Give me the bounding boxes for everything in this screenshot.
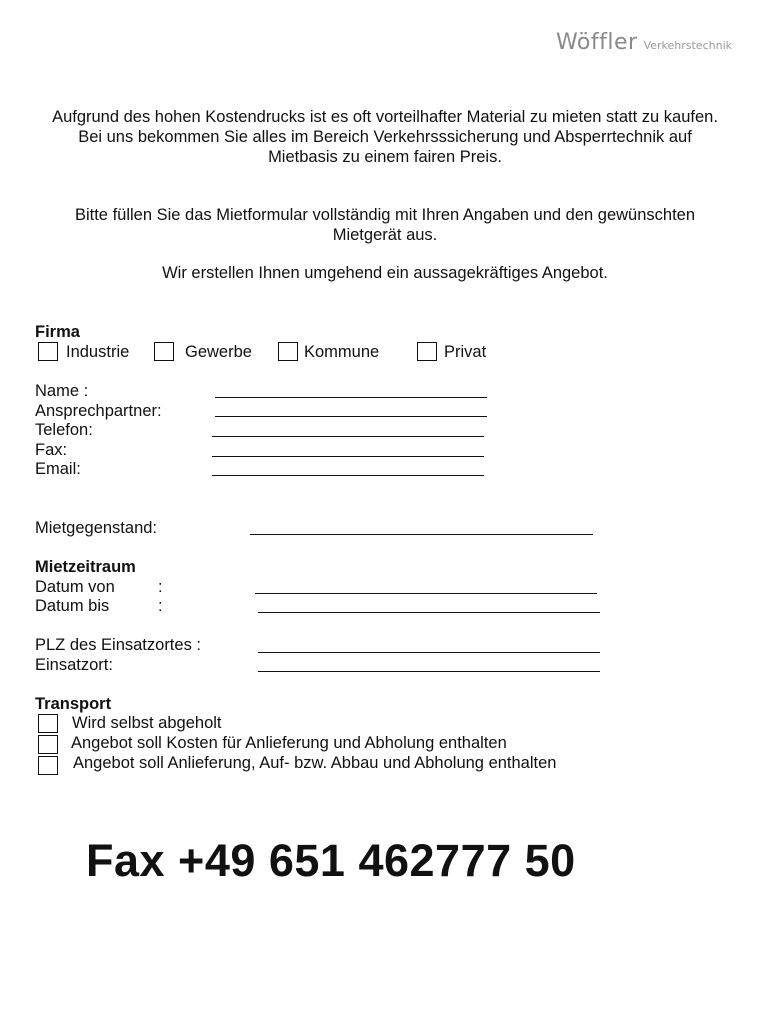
fax-number: Fax +49 651 462777 50	[86, 835, 576, 886]
checkbox-selbst-abgeholt[interactable]	[38, 714, 58, 733]
checkbox-industrie[interactable]	[38, 342, 58, 361]
label-plz: PLZ des Einsatzortes :	[35, 636, 201, 654]
fax-field[interactable]	[212, 456, 484, 457]
einsatzort-field[interactable]	[258, 671, 600, 672]
offer-line: Wir erstellen Ihnen umgehend ein aussagekräftiges Angebot.	[162, 264, 608, 282]
label-ansprechpartner: Ansprechpartner:	[35, 402, 162, 420]
transport-heading: Transport	[35, 695, 112, 713]
instruction-line: Bitte füllen Sie das Mietformular vollständig mit Ihren Angaben und den gewünschten	[74, 206, 696, 224]
datum-bis-field[interactable]	[258, 612, 600, 613]
datum-von-field[interactable]	[255, 593, 597, 594]
label-kommune: Kommune	[304, 343, 380, 361]
label-privat: Privat	[444, 343, 487, 361]
ansprechpartner-field[interactable]	[215, 416, 487, 417]
label-anlieferung-aufbau: Angebot soll Anlieferung, Auf- bzw. Abbau und Abholung enthalten	[73, 754, 557, 772]
label-gewerbe: Gewerbe	[185, 343, 252, 361]
logo-subtitle: Verkehrstechnik	[643, 39, 732, 52]
checkbox-anlieferung-aufbau[interactable]	[38, 756, 58, 775]
intro-line: Bei uns bekommen Sie alles im Bereich Verkehrsssicherung und Absperrtechnik auf	[78, 128, 692, 146]
label-datum-von: Datum von	[35, 578, 115, 596]
checkbox-kosten-anlieferung[interactable]	[38, 735, 58, 754]
colon-datum-von: :	[158, 578, 163, 596]
label-selbst-abgeholt: Wird selbst abgeholt	[72, 714, 222, 732]
intro-paragraph	[0, 107, 770, 167]
label-name: Name :	[35, 382, 89, 400]
label-mietgegenstand: Mietgegenstand:	[35, 519, 158, 537]
label-email: Email:	[35, 460, 81, 478]
label-einsatzort: Einsatzort:	[35, 656, 113, 674]
logo-brand: Wöffler	[555, 30, 638, 55]
mietgegenstand-field[interactable]	[250, 534, 593, 535]
label-telefon: Telefon:	[35, 421, 93, 439]
mietzeitraum-heading: Mietzeitraum	[35, 558, 136, 576]
instruction-line: Mietgerät aus.	[332, 226, 438, 244]
email-field[interactable]	[212, 475, 484, 476]
instruction-paragraph	[0, 205, 770, 245]
checkbox-privat[interactable]	[417, 342, 437, 361]
plz-field[interactable]	[258, 652, 600, 653]
checkbox-gewerbe[interactable]	[154, 342, 174, 361]
checkbox-kommune[interactable]	[278, 342, 298, 361]
intro-line: Aufgrund des hohen Kostendrucks ist es oft vorteilhafter Material zu mieten statt zu kaufen.	[52, 108, 718, 126]
company-logo	[556, 30, 732, 55]
telefon-field[interactable]	[212, 436, 484, 437]
intro-line: Mietbasis zu einem fairen Preis.	[268, 148, 502, 166]
colon-datum-bis: :	[158, 597, 163, 615]
label-kosten-anlieferung: Angebot soll Kosten für Anlieferung und Abholung enthalten	[71, 734, 507, 752]
label-datum-bis: Datum bis	[35, 597, 110, 615]
label-fax: Fax:	[35, 441, 68, 459]
label-industrie: Industrie	[66, 343, 130, 361]
name-field[interactable]	[215, 397, 487, 398]
offer-paragraph	[0, 263, 770, 283]
firma-heading: Firma	[35, 323, 80, 341]
